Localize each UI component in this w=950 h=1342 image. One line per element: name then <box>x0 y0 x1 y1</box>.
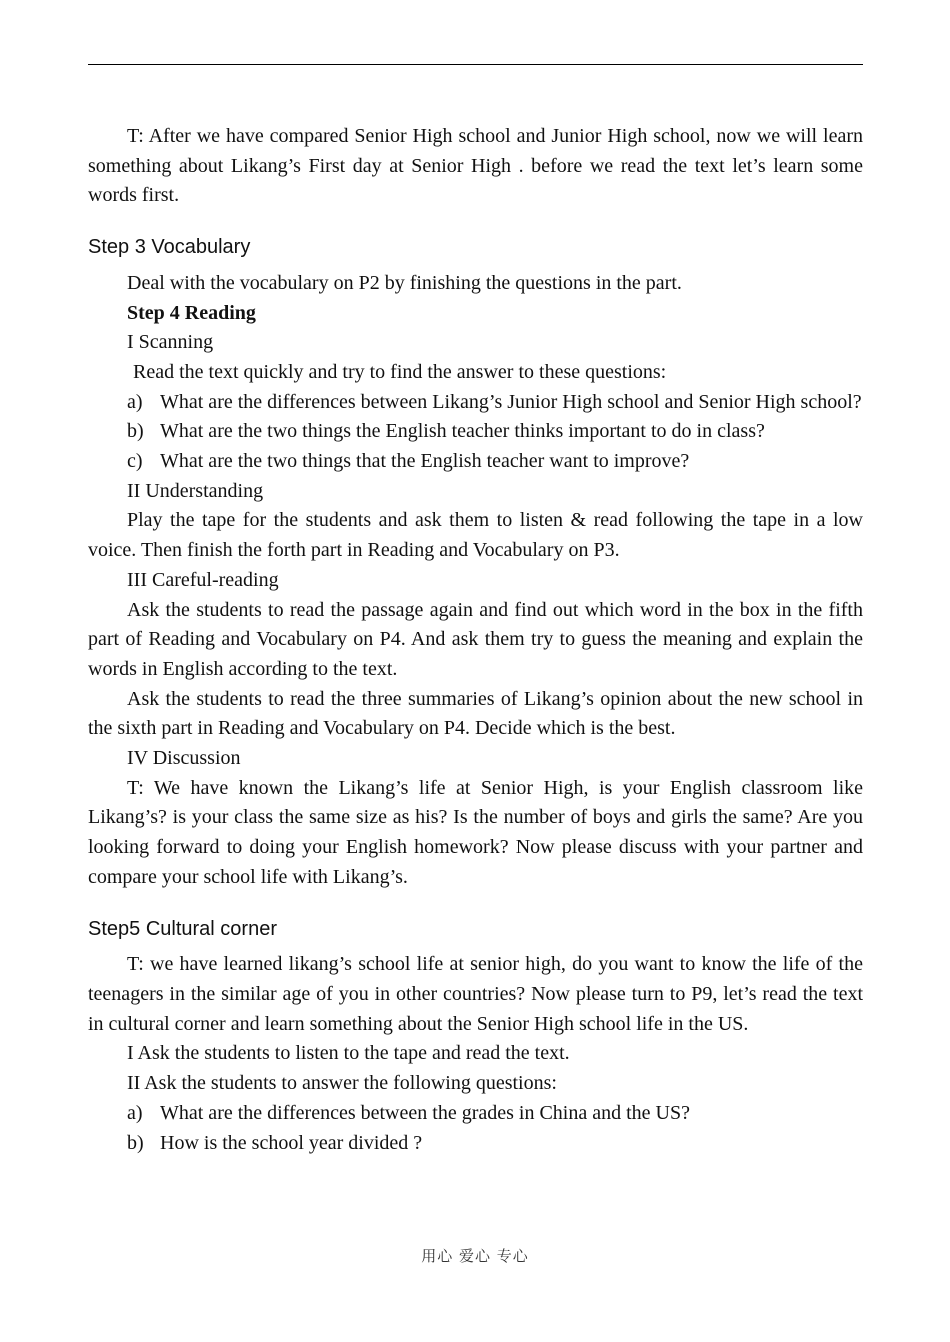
understanding-heading: II Understanding <box>127 479 264 502</box>
list-item <box>88 1099 863 1129</box>
careful-text-2: Ask the students to read the three summaries of Likang’s opinion about the new school in the sixth part in Reading and Vocabulary on P4. Decide which is the best. <box>88 687 863 740</box>
list-item-text: What are the two things that the English teacher want to improve? <box>160 450 690 473</box>
list-marker: a) <box>127 390 143 413</box>
understanding-text: Play the tape for the students and ask them to listen & read following the tape in a low voice. Then finish the forth part in Reading and Vocabulary on P3. <box>88 509 863 562</box>
list-item <box>88 388 863 418</box>
step5-item-2: II Ask the students to answer the following questions: <box>127 1072 557 1095</box>
list-marker: b) <box>127 1131 144 1154</box>
discussion-text: T: We have known the Likang’s life at Senior High, is your English classroom like Likang’s? is your class the same size as his? Is the number of boys and girls the same? Are you looking forward to doing your English homework? Now please discuss with your partner and compare your school life with Likang’s. <box>88 776 863 888</box>
step5-heading: Step5 Cultural corner <box>88 917 277 940</box>
list-item <box>88 417 863 447</box>
header-rule <box>88 64 863 65</box>
list-marker: b) <box>127 420 144 443</box>
page-footer: 用心 爱心 专心 <box>421 1247 529 1265</box>
careful-text-1: Ask the students to read the passage again and find out which word in the box in the fifth part of Reading and Vocabulary on P4. And ask them try to guess the meaning and explain the words in English according to the text. <box>88 598 863 680</box>
list-item <box>88 447 863 477</box>
list-marker: c) <box>127 450 143 473</box>
step3-text: Deal with the vocabulary on P2 by finishing the questions in the part. <box>127 271 682 294</box>
list-item-text: How is the school year divided ? <box>160 1131 423 1154</box>
step5-item-1: I Ask the students to listen to the tape and read the text. <box>127 1042 570 1065</box>
step5-text: T: we have learned likang’s school life at senior high, do you want to know the life of the teenagers in the similar age of you in other countries? Now please turn to P9, let’s read the text in cultural corner and learn something about the Senior High school life in the US. <box>88 953 863 1035</box>
list-item-text: What are the two things the English teacher thinks important to do in class? <box>160 420 765 443</box>
discussion-heading: IV Discussion <box>127 747 241 770</box>
intro-paragraph: T: After we have compared Senior High school and Junior High school, now we will learn something about Likang’s First day at Senior High . before we read the text let’s learn some words first. <box>88 125 863 207</box>
list-marker: a) <box>127 1101 143 1124</box>
list-item <box>88 1129 863 1159</box>
scanning-text: Read the text quickly and try to find the answer to these questions: <box>133 360 667 383</box>
careful-heading: III Careful-reading <box>127 568 279 591</box>
document-body <box>88 122 863 1158</box>
step4-heading: Step 4 Reading <box>127 301 256 324</box>
list-item-text: What are the differences between the grades in China and the US? <box>160 1101 690 1124</box>
step3-heading: Step 3 Vocabulary <box>88 236 251 259</box>
list-item-text: What are the differences between Likang’s Junior High school and Senior High school? <box>160 390 862 413</box>
scanning-heading: I Scanning <box>127 331 214 354</box>
